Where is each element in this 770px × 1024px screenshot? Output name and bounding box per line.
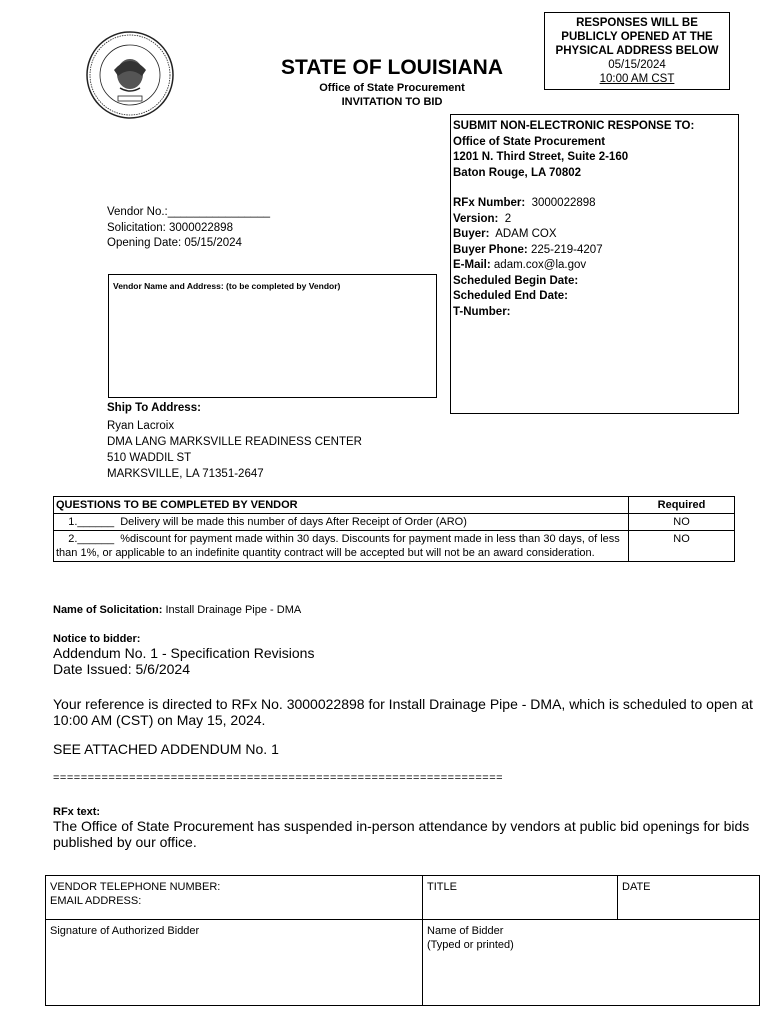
document-type: INVITATION TO BID [341, 96, 443, 108]
responses-date: 05/15/2024 [608, 59, 666, 71]
table-header-row [54, 497, 735, 514]
t-number-label: T-Number: [453, 305, 511, 318]
title-label: TITLE [427, 881, 457, 893]
rfx-text [53, 806, 753, 850]
submit-address-line1: Office of State Procurement [453, 135, 606, 148]
ship-to-city: MARKSVILLE, LA 71351-2647 [107, 468, 264, 480]
submit-heading: SUBMIT NON-ELECTRONIC RESPONSE TO: [453, 120, 695, 132]
notice-line2: Date Issued: 5/6/2024 [53, 661, 190, 677]
vendor-contact-cell[interactable] [46, 876, 423, 920]
reference-paragraph: Your reference is directed to RFx No. 3000022898 for Install Drainage Pipe - DMA, which is scheduled to open at 10:00 AM (CST) on May 15, 2024. [53, 696, 753, 728]
question-required: NO [629, 514, 735, 531]
office-name: Office of State Procurement [319, 82, 465, 94]
ship-to-heading: Ship To Address: [107, 402, 201, 414]
table-row [54, 514, 735, 531]
responses-line3: PHYSICAL ADDRESS BELOW [555, 45, 719, 57]
ship-to-name: Ryan Lacroix [107, 420, 175, 432]
vendor-name-address-box[interactable] [108, 274, 437, 398]
rfx-text-label: RFx text: [53, 806, 101, 818]
version-row: Version: 2 [453, 212, 512, 225]
required-heading: Required [629, 497, 735, 514]
submit-response-box [450, 114, 739, 414]
version-value: 2 [504, 212, 512, 225]
responses-line1: RESPONSES WILL BE [576, 17, 698, 29]
vendor-info [107, 205, 270, 252]
solicitation-name-label: Name of Solicitation: [53, 604, 163, 616]
responses-time: 10:00 AM CST [599, 73, 675, 85]
scheduled-begin-label: Scheduled Begin Date: [453, 274, 579, 287]
buyer-phone-value: 225-219-4207 [530, 243, 603, 256]
vendor-questions-table [53, 496, 735, 562]
header-subtitle [262, 81, 522, 109]
email-address-label: EMAIL ADDRESS: [50, 895, 142, 907]
table-row [46, 876, 760, 920]
vendor-phone-label: VENDOR TELEPHONE NUMBER: [50, 881, 221, 893]
buyer-value: ADAM COX [495, 228, 557, 240]
ship-to-org: DMA LANG MARKSVILLE READINESS CENTER [107, 436, 362, 448]
rfx-number-value: 3000022898 [531, 197, 596, 209]
title-cell[interactable] [423, 876, 618, 920]
submit-address-line2: 1201 N. Third Street, Suite 2-160 [453, 151, 629, 163]
signature-cell[interactable] [46, 920, 423, 1006]
responses-notice-box [544, 12, 730, 90]
ship-to-address [107, 400, 362, 482]
separator-line: ================================================================= [53, 772, 504, 784]
bidder-name-cell[interactable] [423, 920, 760, 1006]
questions-heading: QUESTIONS TO BE COMPLETED BY VENDOR [54, 497, 629, 514]
page-title: STATE OF LOUISIANA [280, 56, 504, 79]
ship-to-street: 510 WADDIL ST [107, 452, 192, 464]
scheduled-end-label: Scheduled End Date: [453, 290, 569, 302]
rfx-number-row: RFx Number: 3000022898 [453, 197, 596, 209]
opening-date: Opening Date: 05/15/2024 [107, 237, 242, 249]
table-row [46, 920, 760, 1006]
question-text: 1.______ Delivery will be made this number of days After Receipt of Order (ARO) [54, 514, 629, 531]
notice-label: Notice to bidder: [53, 633, 141, 645]
notice-to-bidder [53, 633, 314, 677]
question-text: 2.______ %discount for payment made within 30 days. Discounts for payment made in less than 30 days, of less than 1%, or applicable to an indefinite quantity contract will be accepted but will not be an award consideration. [54, 531, 629, 562]
see-attached: SEE ATTACHED ADDENDUM No. 1 [53, 741, 279, 757]
solicitation-number: Solicitation: 3000022898 [107, 221, 233, 234]
buyer-row: Buyer: ADAM COX [453, 228, 557, 240]
submit-address-line3: Baton Rouge, LA 70802 [453, 166, 582, 179]
notice-line1: Addendum No. 1 - Specification Revisions [53, 645, 315, 661]
signature-table [45, 875, 760, 1006]
state-seal [80, 30, 180, 120]
question-required: NO [629, 531, 735, 562]
email-link[interactable]: adam.cox@la.gov [493, 259, 587, 271]
bidder-name-label: Name of Bidder [427, 925, 504, 937]
rfx-text-body: The Office of State Procurement has suspended in-person attendance by vendors at public bid openings for bids published by our office. [53, 818, 750, 850]
email-row: E-Mail: adam.cox@la.gov [453, 259, 587, 271]
vendor-box-label: Vendor Name and Address: (to be completed by Vendor) [113, 281, 341, 291]
solicitation-name [53, 604, 301, 616]
vendor-number: Vendor No.:________________ [107, 206, 271, 218]
buyer-phone-row: Buyer Phone: 225-219-4207 [453, 243, 603, 256]
solicitation-name-value: Install Drainage Pipe - DMA [165, 604, 302, 616]
table-row [54, 531, 735, 562]
date-label: DATE [622, 881, 651, 893]
bidder-name-sublabel: (Typed or printed) [427, 939, 514, 951]
date-cell[interactable] [618, 876, 760, 920]
responses-line2: PUBLICLY OPENED AT THE [561, 31, 713, 43]
signature-label: Signature of Authorized Bidder [50, 925, 200, 937]
